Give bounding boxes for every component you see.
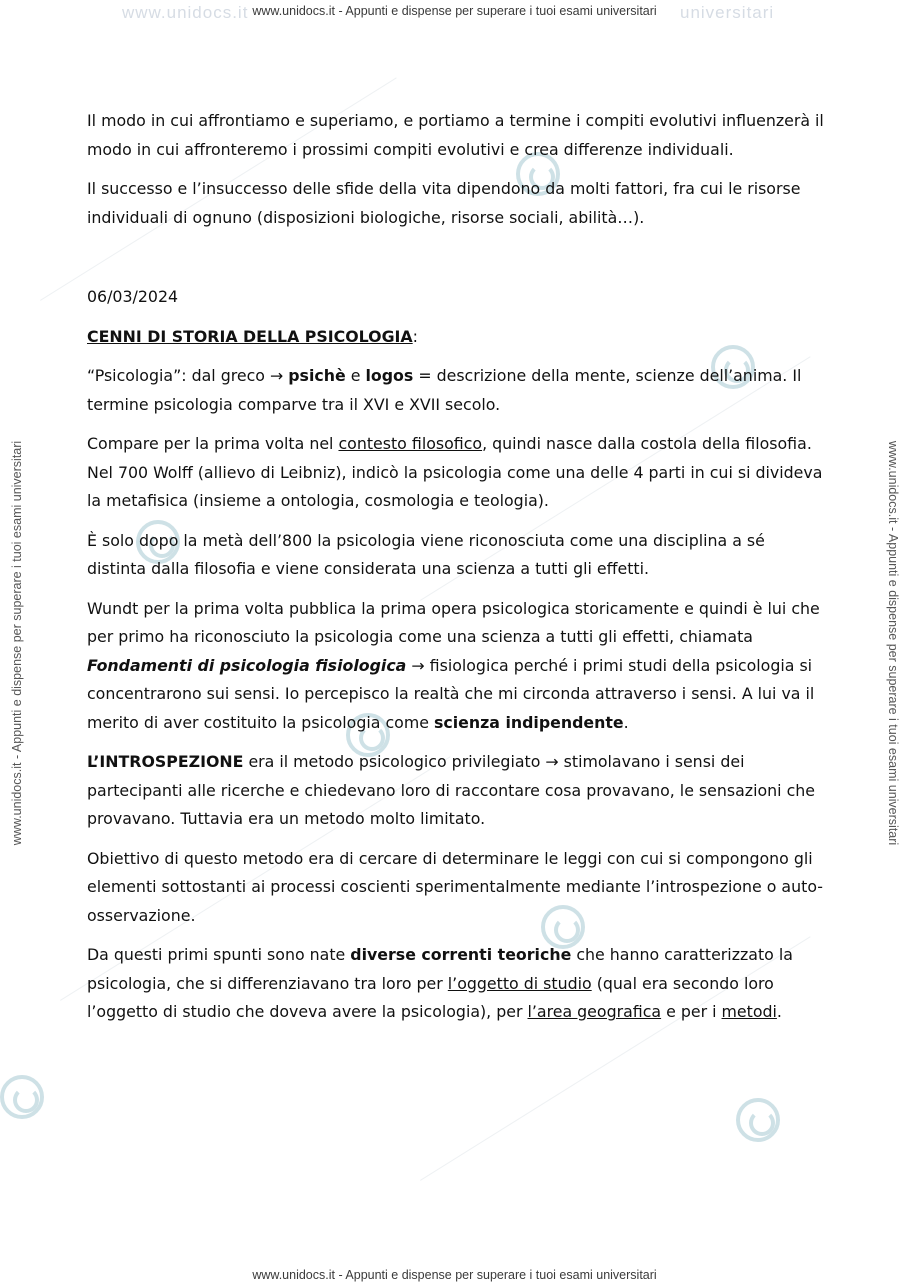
text-run: → fisiologica perché i primi studi della psicologia si concentrarono sui sensi. Io percepisco la realtà che mi circonda attraverso i sensi. A lui va il merito di aver costituito la psicologia come xyxy=(87,655,815,732)
text-run: era il metodo psicologico privilegiato → stimolavano i sensi dei partecipanti alle ricerche e chiedevano loro di raccontare cosa provavano, le sensazioni che provavano. Tuttavia era un metodo molto limitato. xyxy=(87,752,815,828)
text-run: (qual era secondo loro l’oggetto di studio che doveva avere la psicologia), per xyxy=(87,973,774,1021)
bold-term: logos xyxy=(365,366,414,385)
watermark-bottom: www.unidocs.it - Appunti e dispense per superare i tuoi esami universitari xyxy=(252,1268,657,1282)
watermark-ghost-right: universitari xyxy=(680,3,775,22)
book-title: Fondamenti di psicologia fisiologica xyxy=(87,655,407,675)
unidocs-logo-icon xyxy=(736,1098,780,1142)
text-run: , quindi nasce dalla costola della filosofia. Nel 700 Wolff (allievo di Leibniz), indicò la psicologia come una delle 4 parti in cui si divideva la metafisica (insieme a ontologia, cosmologia e teologia). xyxy=(87,434,823,510)
underlined-term: metodi xyxy=(721,1002,777,1021)
paragraph xyxy=(87,748,827,834)
text-run: “Psicologia”: dal greco → xyxy=(87,366,289,385)
paragraph: Il modo in cui affrontiamo e superiamo, e portiamo a termine i compiti evolutivi influenzerà il modo in cui affronteremo i prossimi compiti evolutivi e crea differenze individuali. xyxy=(87,111,824,159)
text-run: e xyxy=(345,366,366,385)
heading-text: CENNI DI STORIA DELLA PSICOLOGIA xyxy=(87,326,413,346)
text-run: . xyxy=(776,1002,782,1021)
text-run: e per i xyxy=(661,1002,722,1021)
paragraph: Obiettivo di questo metodo era di cercare di determinare le leggi con cui si compongono gli elementi sottostanti ai processi coscienti sperimentalmente mediante l’introspezione o auto-osservazione. xyxy=(87,848,823,925)
watermark-right: www.unidocs.it - Appunti e dispense per superare i tuoi esami universitari xyxy=(886,440,900,846)
section-heading xyxy=(87,323,827,352)
bold-term: diverse correnti teoriche xyxy=(350,945,572,964)
text-run: Compare per la prima volta nel xyxy=(87,434,339,453)
unidocs-logo-icon xyxy=(0,1075,44,1119)
watermark-top: www.unidocs.it - Appunti e dispense per superare i tuoi esami universitari xyxy=(252,4,657,18)
bold-term: psichè xyxy=(288,366,346,385)
paragraph xyxy=(87,941,827,1027)
document-body xyxy=(87,107,827,1038)
text-run: . xyxy=(623,712,629,732)
bold-term: L’INTROSPEZIONE xyxy=(87,752,244,771)
underlined-term: l’oggetto di studio xyxy=(447,973,592,993)
paragraph xyxy=(87,362,827,419)
text-run: Wundt per la prima volta pubblica la prima opera psicologica storicamente e quindi è lui che per primo ha riconosciuto la psicologia come una scienza a tutti gli effetti, chiamata xyxy=(87,598,820,646)
text-run: Da questi primi spunti sono nate xyxy=(87,945,351,964)
text-run: che hanno caratterizzato la psicologia, che si differenziavano tra loro per xyxy=(87,945,793,993)
heading-colon: : xyxy=(412,326,418,346)
underlined-term: contesto filosofico xyxy=(338,434,483,453)
bold-term: scienza indipendente xyxy=(433,712,624,732)
watermark-ghost-left: www.unidocs.it xyxy=(122,3,249,22)
paragraph xyxy=(87,430,827,516)
paragraph: È solo dopo la metà dell’800 la psicologia viene riconosciuta come una disciplina a sé distinta dalla filosofia e viene considerata una scienza a tutti gli effetti. xyxy=(87,530,765,578)
text-run: = descrizione della mente, scienze dell’anima. Il termine psicologia comparve tra il XVI e XVII secolo. xyxy=(87,366,802,414)
underlined-term: l’area geografica xyxy=(527,1002,662,1021)
paragraph: Il successo e l’insuccesso delle sfide della vita dipendono da molti fattori, fra cui le risorse individuali di ognuno (disposizioni biologiche, risorse sociali, abilità…). xyxy=(87,179,801,227)
watermark-left: www.unidocs.it - Appunti e dispense per superare i tuoi esami universitari xyxy=(10,440,24,846)
paragraph xyxy=(87,595,827,738)
date: 06/03/2024 xyxy=(87,287,179,306)
